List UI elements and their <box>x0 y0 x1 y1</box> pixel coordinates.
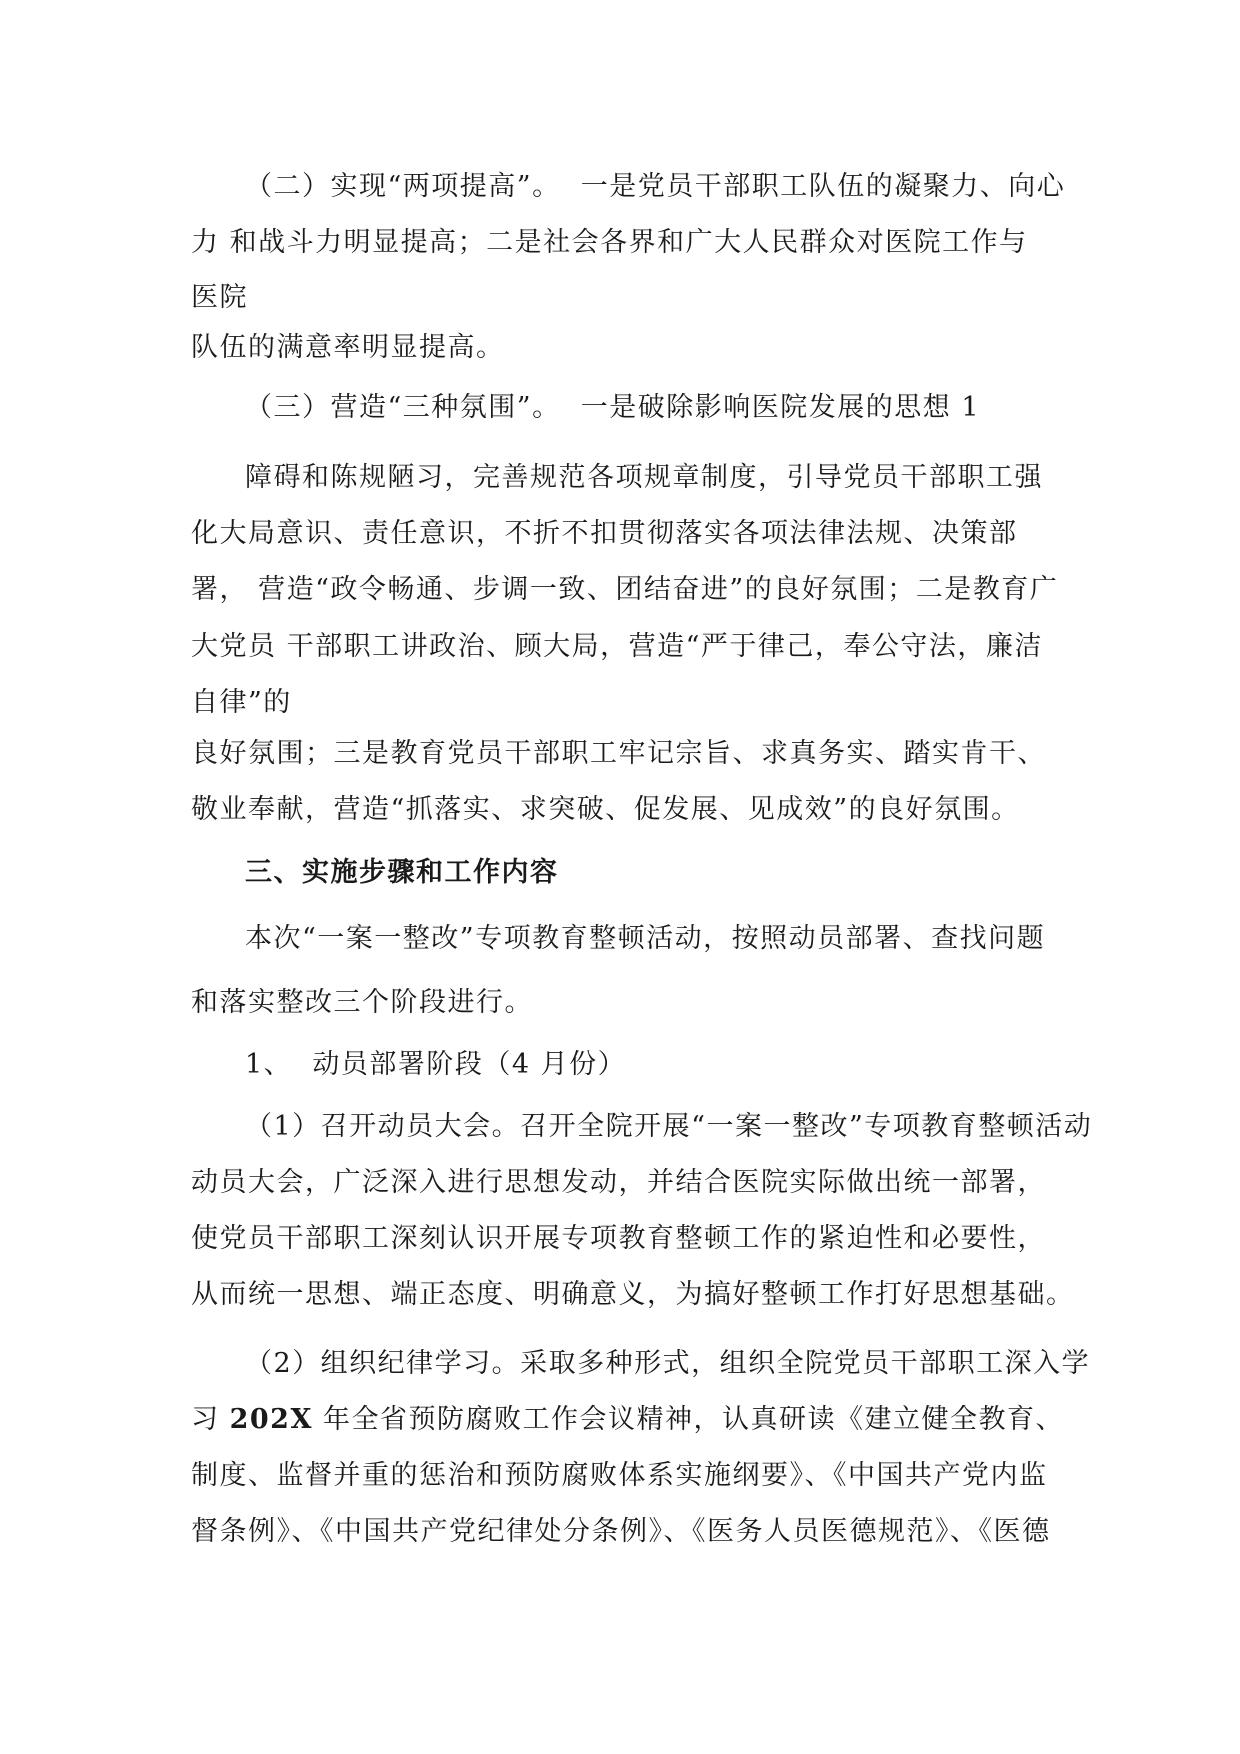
paragraph-line: 自律”的 <box>191 687 292 718</box>
year-text: 202X <box>229 1404 313 1435</box>
paragraph-line: （1）召开动员大会。召开全院开展“一案一整改”专项教育整顿活动 <box>245 1111 1093 1142</box>
paragraph-line: 大党员 干部职工讲政治、顾大局，营造“严于律己，奉公守法，廉洁 <box>191 631 1043 662</box>
paragraph-line: 队伍的满意率明显提高。 <box>191 332 505 363</box>
paragraph-line: 使党员干部职工深刻认识开展专项教育整顿工作的紧迫性和必要性， <box>191 1223 1046 1254</box>
paragraph-line: 督条例》、《中国共产党纪律处分条例》、《医务人员医德规范》、《医德 <box>191 1516 1051 1547</box>
paragraph-line: （二）实现“两项提高”。 一是党员干部职工队伍的凝聚力、向心 <box>245 171 1066 202</box>
paragraph-line: 敬业奉献，营造“抓落实、求突破、促发展、见成效”的良好氛围。 <box>191 794 1020 825</box>
paragraph-line: （2）组织纪律学习。采取多种形式，组织全院党员干部职工深入学 <box>245 1348 1091 1379</box>
paragraph-line: 署， 营造“政令畅通、步调一致、团结奋进”的良好氛围；二是教育广 <box>191 574 1059 605</box>
paragraph-line-mixed <box>191 1403 1064 1437</box>
paragraph-line: （三）营造“三种氛围”。 一是破除影响医院发展的思想 1 <box>245 392 981 423</box>
paragraph-line: 力 和战斗力明显提高；二是社会各界和广大人民群众对医院工作与 <box>191 227 1028 258</box>
paragraph-line: 动员大会，广泛深入进行思想发动，并结合医院实际做出统一部署， <box>191 1167 1046 1198</box>
paragraph-line: 和落实整改三个阶段进行。 <box>191 987 533 1018</box>
subsection-heading: 1、 动员部署阶段（4 月份） <box>245 1049 627 1080</box>
line-prefix: 习 <box>191 1404 230 1435</box>
section-heading: 三、实施步骤和工作内容 <box>245 857 559 888</box>
paragraph-line: 制度、监督并重的惩治和预防腐败体系实施纲要》、《中国共产党内监 <box>191 1460 1048 1491</box>
paragraph-line: 本次“一案一整改”专项教育整顿活动，按照动员部署、查找问题 <box>245 923 1046 954</box>
line-suffix: 年全省预防腐败工作会议精神，认真研读《建立健全教育、 <box>312 1404 1064 1435</box>
paragraph-line: 化大局意识、责任意识，不折不扣贯彻落实各项法律法规、决策部 <box>191 518 1018 549</box>
paragraph-line: 障碍和陈规陋习，完善规范各项规章制度，引导党员干部职工强 <box>245 462 1043 493</box>
paragraph-line: 良好氛围；三是教育党员干部职工牢记宗旨、求真务实、踏实肯干、 <box>191 738 1046 769</box>
paragraph-line: 医院 <box>191 282 248 313</box>
paragraph-line: 从而统一思想、端正态度、明确意义，为搞好整顿工作打好思想基础。 <box>191 1279 1075 1310</box>
